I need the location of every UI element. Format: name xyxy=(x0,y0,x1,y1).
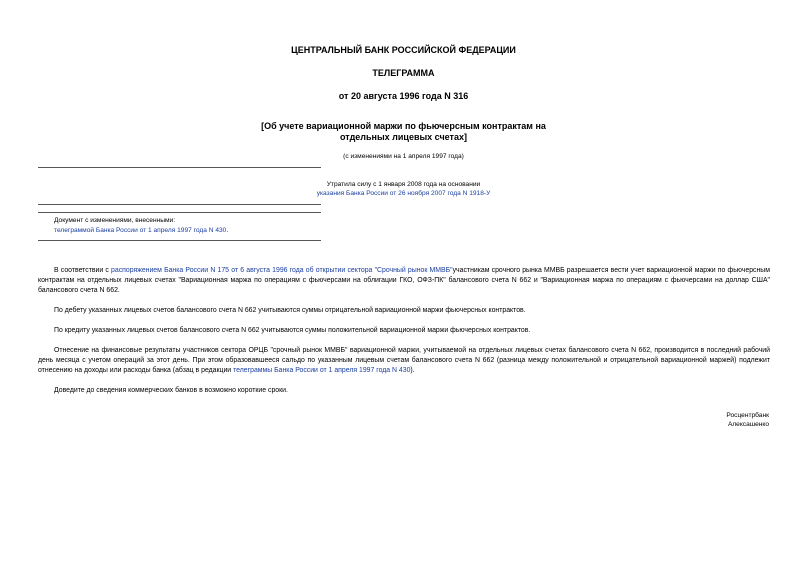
doc-date-number: от 20 августа 1996 года N 316 xyxy=(338,91,469,101)
doc-title-line1: [Об учете вариационной маржи по фьючерсным контрактам на xyxy=(261,121,546,131)
document-body xyxy=(38,266,770,396)
signature xyxy=(726,411,769,429)
divider xyxy=(38,204,321,205)
divider xyxy=(38,240,321,241)
changes-tail: . xyxy=(226,227,229,234)
divider xyxy=(38,212,321,213)
changes-text: Документ с изменениями, внесенными: xyxy=(54,217,176,224)
changes-block xyxy=(54,216,354,235)
doc-type: ТЕЛЕГРАММА xyxy=(372,68,435,78)
signature-org: Росцентрбанк xyxy=(726,412,769,419)
status-text: Утратила силу с 1 января 2008 года на основании xyxy=(326,181,481,188)
paragraph: Отнесение на финансовые результаты участников сектора ОРЦБ "срочный рынок ММВБ" вариационной маржи, учитываемой на отдельных лицевых счетах балансового счета N 662, производится в последний рабочий день месяца с учетом операций за этот день. При этом образовавшееся сальдо по указанным лицевым счетам балансового счета N 662 (разница между положительной и отрицательной вариационной маржей) подлежит отнесению на доходы или расходы банка (абзац в редакции телеграммы Банка России от 1 апреля 1997 года N 430). xyxy=(38,347,770,375)
org-name: ЦЕНТРАЛЬНЫЙ БАНК РОССИЙСКОЙ ФЕДЕРАЦИИ xyxy=(291,45,516,55)
signature-name: Алексашенко xyxy=(727,421,769,428)
amendments-note: (с изменениями на 1 апреля 1997 года) xyxy=(343,153,464,160)
status-link[interactable]: указания Банка России от 26 ноября 2007 года N 1918-У xyxy=(316,190,491,197)
telegram-link[interactable]: телеграммы Банка России от 1 апреля 1997 года N 430 xyxy=(233,367,411,375)
status-block xyxy=(0,180,807,198)
paragraph: По кредиту указанных лицевых счетов балансового счета N 662 учитываются суммы положительной вариационной маржи фьючерсных контрактов. xyxy=(54,327,531,335)
doc-title xyxy=(0,121,807,143)
changes-link[interactable]: телеграммой Банка России от 1 апреля 1997 года N 430 xyxy=(54,227,227,234)
paragraph: Доведите до сведения коммерческих банков в возможно короткие сроки. xyxy=(54,387,288,395)
decree-link[interactable]: распоряжением Банка России N 175 от 6 августа 1996 года об открытии сектора "Срочный рынок ММВБ" xyxy=(111,267,453,274)
paragraph: По дебету указанных лицевых счетов балансового счета N 662 учитываются суммы отрицательной вариационной маржи фьючерсных контрактов. xyxy=(54,306,526,314)
paragraph: В соответствии с распоряжением Банка России N 175 от 6 августа 1996 года об открытии сектора "Срочный рынок ММВБ"участникам срочного рынка ММВБ разрешается вести учет вариационной маржи по фьючерсным контрактам на отдельных лицевых счетах "Вариационная маржа по операциям с фьючерсами на облигации ГКО, ОФЗ-ПК" балансового счета N 662 и "Вариационная маржа по операциям с фьючерсами на доллар США" балансового счета N 662. xyxy=(38,267,770,294)
doc-title-line2: отдельных лицевых счетах] xyxy=(340,132,467,142)
divider xyxy=(38,167,321,168)
